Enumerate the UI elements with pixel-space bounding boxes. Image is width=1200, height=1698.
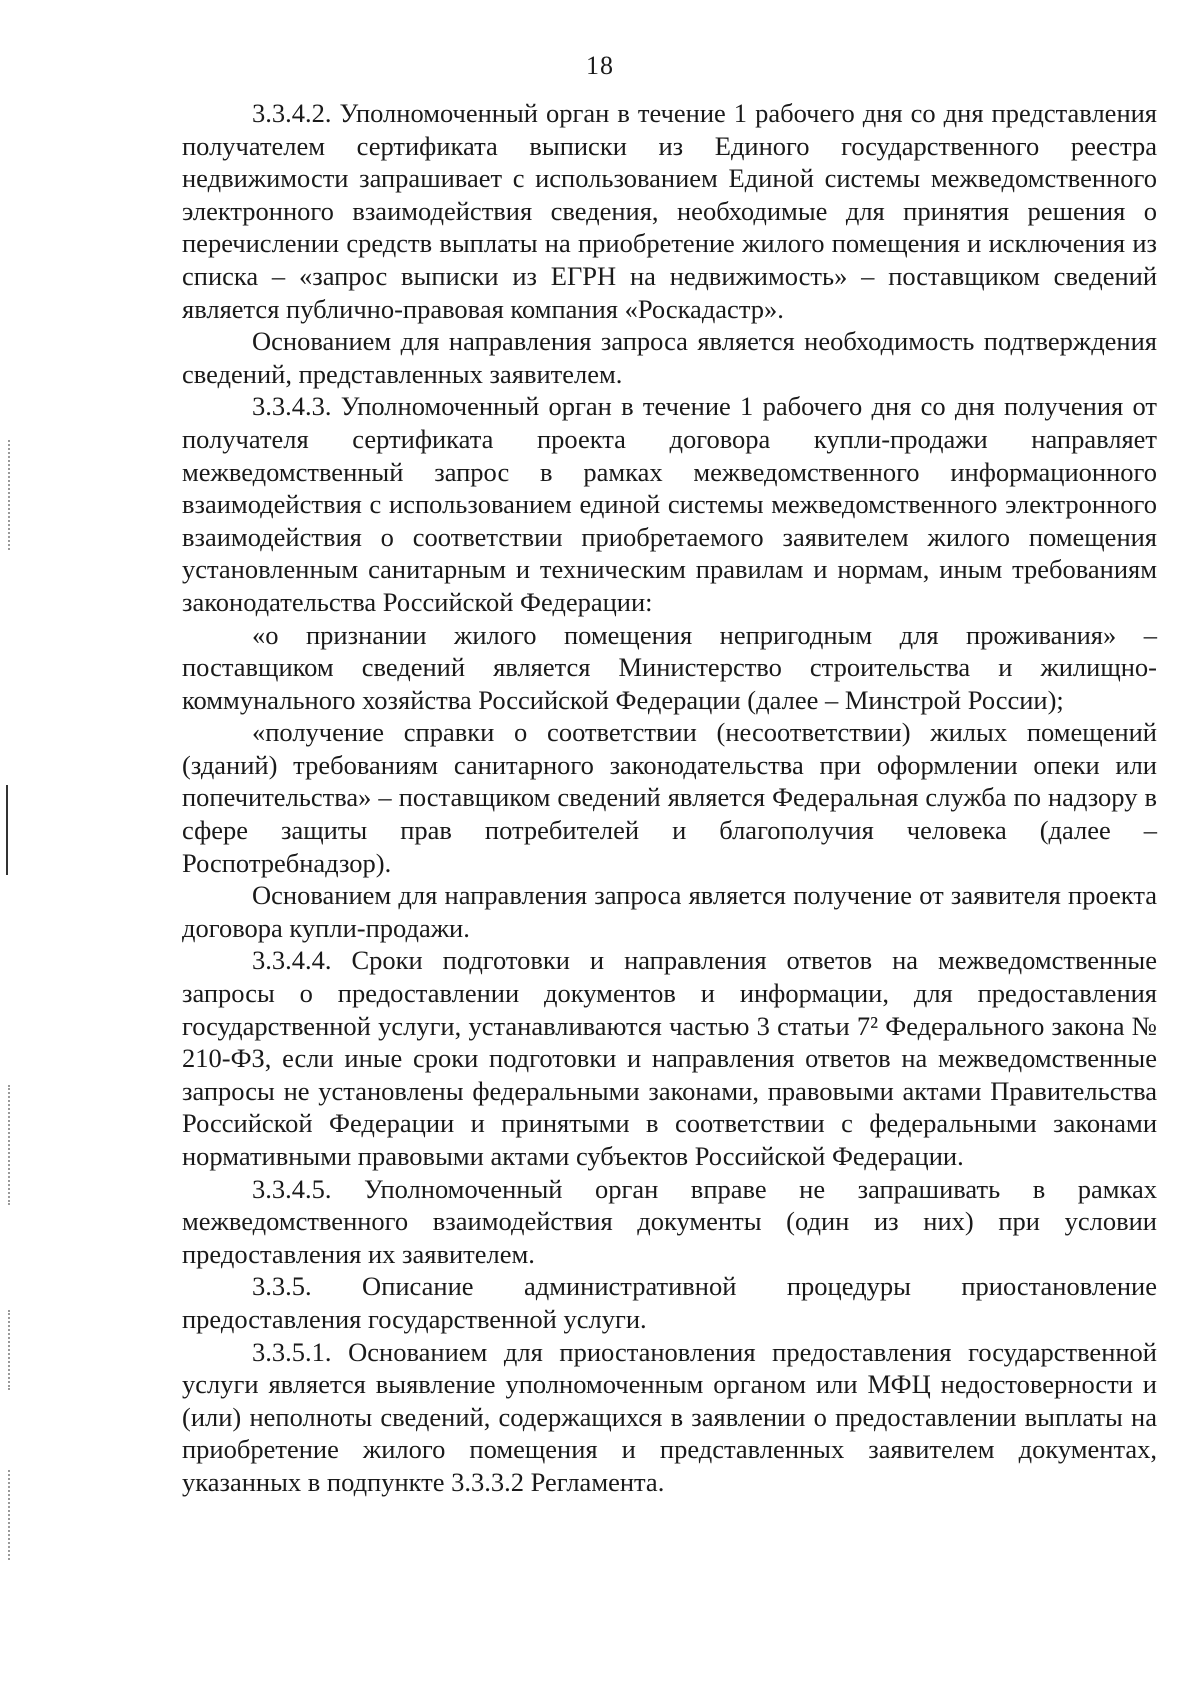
paragraph-basis-2: Основанием для направления запроса является получение от заявителя проекта договора купли-продажи. [182,880,1157,943]
scan-artifact [8,1470,12,1560]
page-number: 18 [586,51,614,80]
paragraph-3-3-4-4: 3.3.4.4. Сроки подготовки и направления ответов на межведомственные запросы о предоставлении документов и информации, для предоставления государственной услуги, устанавливаются частью 3 статьи 7² Федерального закона № 210-ФЗ, если иные сроки подготовки и направления ответов на межведомственные запросы не установлены федеральными законами, правовыми актами Правительства Российской Федерации и принятыми в соответствии с федеральными законами нормативными правовыми актами субъектов Российской Федерации. [182,945,1157,1171]
document-body [182,97,1157,1499]
paragraph-3-3-4-5: 3.3.4.5. Уполномоченный орган вправе не запрашивать в рамках межведомственного взаимодействия документы (один из них) при условии предоставления их заявителем. [182,1173,1157,1269]
scan-artifact [8,1085,12,1205]
paragraph-3-3-4-3: 3.3.4.3. Уполномоченный орган в течение 1 рабочего дня со дня получения от получателя сертификата проекта договора купли-продажи направляет межведомственный запрос в рамках межведомственного информационного взаимодействия с использованием единой системы межведомственного электронного взаимодействия о соответствии приобретаемого заявителем жилого помещения установленным санитарным и техническим правилам и нормам, иным требованиям законодательства Российской Федерации: [182,391,1157,617]
paragraph-3-3-4-2: 3.3.4.2. Уполномоченный орган в течение 1 рабочего дня со дня представления получателем сертификата выписки из Единого государственного реестра недвижимости запрашивает с использованием Единой системы межведомственного электронного взаимодействия сведения, необходимые для принятия решения о перечислении средств выплаты на приобретение жилого помещения и исключения из списка – «запрос выписки из ЕГРН на недвижимость» – поставщиком сведений является публично-правовая компания «Роскадастр». [182,98,1157,324]
paragraph-request-rospotrebnadzor: «получение справки о соответствии (несоответствии) жилых помещений (зданий) требованиям санитарного законодательства при оформлении опеки или попечительства» – поставщиком сведений является Федеральная служба по надзору в сфере защиты прав потребителей и благополучия человека (далее – Роспотребнадзор). [182,717,1157,878]
paragraph-request-minstroy: «о признании жилого помещения непригодным для проживания» – поставщиком сведений является Министерство строительства и жилищно-коммунального хозяйства Российской Федерации (далее – Минстрой России); [182,619,1157,715]
paragraph-3-3-5-1: 3.3.5.1. Основанием для приостановления предоставления государственной услуги является выявление уполномоченным органом или МФЦ недостоверности и (или) неполноты сведений, содержащихся в заявлении о предоставлении выплаты на приобретение жилого помещения и представленных заявителем документах, указанных в подпункте 3.3.3.2 Регламента. [182,1336,1157,1497]
paragraph-basis-1: Основанием для направления запроса является необходимость подтверждения сведений, представленных заявителем. [182,326,1157,389]
scan-artifact [8,440,12,550]
paragraph-3-3-5: 3.3.5. Описание административной процедуры приостановление предоставления государственной услуги. [182,1271,1157,1334]
scan-artifact [6,785,8,875]
scan-artifact [8,1310,12,1390]
